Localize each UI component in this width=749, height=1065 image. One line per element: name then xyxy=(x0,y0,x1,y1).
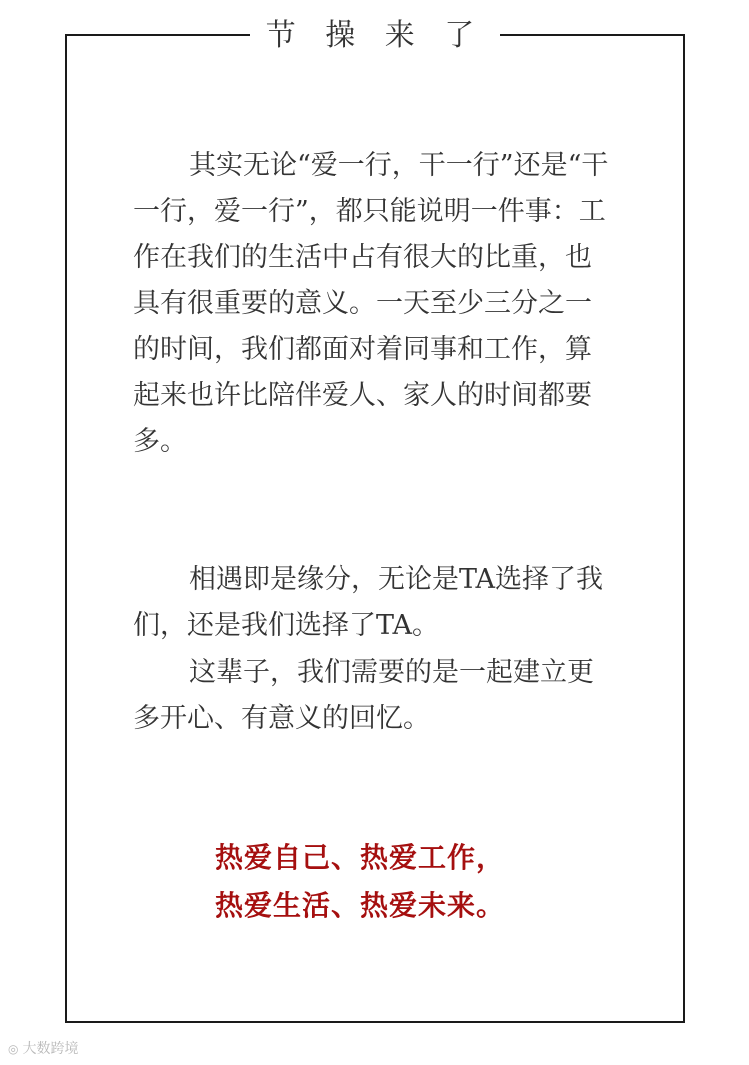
watermark-text: 大数跨境 xyxy=(22,1041,79,1057)
camera-logo-icon: ◎ xyxy=(8,1042,19,1056)
slogan-line-2: 热爱生活、热爱未来。 xyxy=(215,889,506,922)
watermark xyxy=(8,1039,78,1059)
slogan-line-1: 热爱自己、热爱工作， xyxy=(215,841,506,874)
paragraph-memories: 这辈子，我们需要的是一起建立更多开心、有意义的回忆。 xyxy=(133,657,594,734)
paragraph-work-importance: 其实无论“爱一行，干一行”还是“干一行，爱一行”，都只能说明一件事：工作在我们的生活中占有很大的比重，也具有很重要的意义。一天至少三分之一的时间，我们都面对着同事和工作，算起来也许比陪伴爱人、家人的时间都要多。 xyxy=(133,150,609,457)
page-title: 节 操 来 了 xyxy=(265,18,485,53)
paragraph-fate: 相遇即是缘分，无论是TA选择了我们，还是我们选择了TA。 xyxy=(133,564,604,641)
